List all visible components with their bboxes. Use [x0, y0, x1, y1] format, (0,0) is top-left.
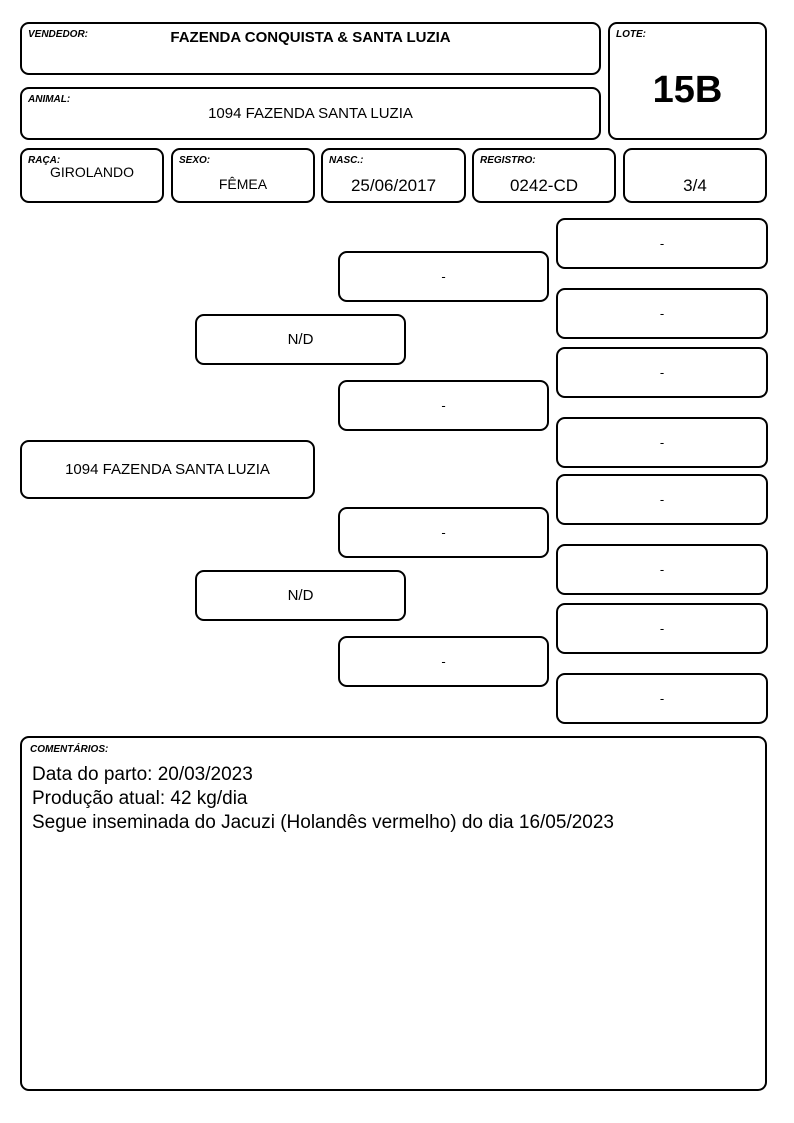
sex-label: SEXO:: [179, 155, 211, 166]
birth-value: 25/06/2017: [350, 176, 437, 195]
comments-text: [32, 763, 614, 835]
breed-label: RAÇA:: [28, 155, 61, 166]
fraction-box: [623, 148, 767, 203]
pedigree-great-grandparent: -: [556, 347, 768, 398]
lot-box: [608, 22, 767, 140]
pedigree-sire: N/D: [195, 314, 406, 365]
comments-label: COMENTÁRIOS:: [30, 744, 109, 755]
comment-line: Data do parto: 20/03/2023: [32, 764, 253, 785]
birth-box: [321, 148, 466, 203]
comment-line: Produção atual: 42 kg/dia: [32, 788, 248, 809]
pedigree-great-grandparent: -: [556, 474, 768, 525]
pedigree-dam: N/D: [195, 570, 406, 621]
vendor-label: VENDEDOR:: [28, 29, 89, 40]
pedigree-animal: 1094 FAZENDA SANTA LUZIA: [20, 440, 315, 499]
pedigree-grandparent: -: [338, 636, 549, 687]
animal-value: 1094 FAZENDA SANTA LUZIA: [208, 105, 413, 122]
pedigree-grandparent: -: [338, 507, 549, 558]
animal-box: [20, 87, 601, 140]
comment-line: Segue inseminada do Jacuzi (Holandês vermelho) do dia 16/05/2023: [32, 812, 614, 833]
pedigree-great-grandparent: -: [556, 603, 768, 654]
registry-value: 0242-CD: [509, 176, 579, 195]
pedigree-great-grandparent: -: [556, 218, 768, 269]
pedigree-grandparent: -: [338, 251, 549, 302]
pedigree-great-grandparent: -: [556, 288, 768, 339]
sex-value: FÊMEA: [218, 176, 268, 192]
pedigree-great-grandparent: -: [556, 673, 768, 724]
fraction-value: 3/4: [683, 176, 707, 195]
lot-value: 15B: [652, 69, 723, 111]
breed-box: [20, 148, 164, 203]
lot-label: LOTE:: [616, 29, 646, 40]
animal-label: ANIMAL:: [28, 94, 71, 105]
registry-box: [472, 148, 616, 203]
sex-box: [171, 148, 315, 203]
breed-value: GIROLANDO: [49, 164, 134, 180]
registry-label: REGISTRO:: [480, 155, 536, 166]
pedigree-great-grandparent: -: [556, 417, 768, 468]
comments-box: [20, 736, 767, 1091]
pedigree-great-grandparent: -: [556, 544, 768, 595]
birth-label: NASC.:: [329, 155, 364, 166]
vendor-box: [20, 22, 601, 75]
vendor-value: FAZENDA CONQUISTA & SANTA LUZIA: [170, 29, 451, 46]
pedigree-grandparent: -: [338, 380, 549, 431]
